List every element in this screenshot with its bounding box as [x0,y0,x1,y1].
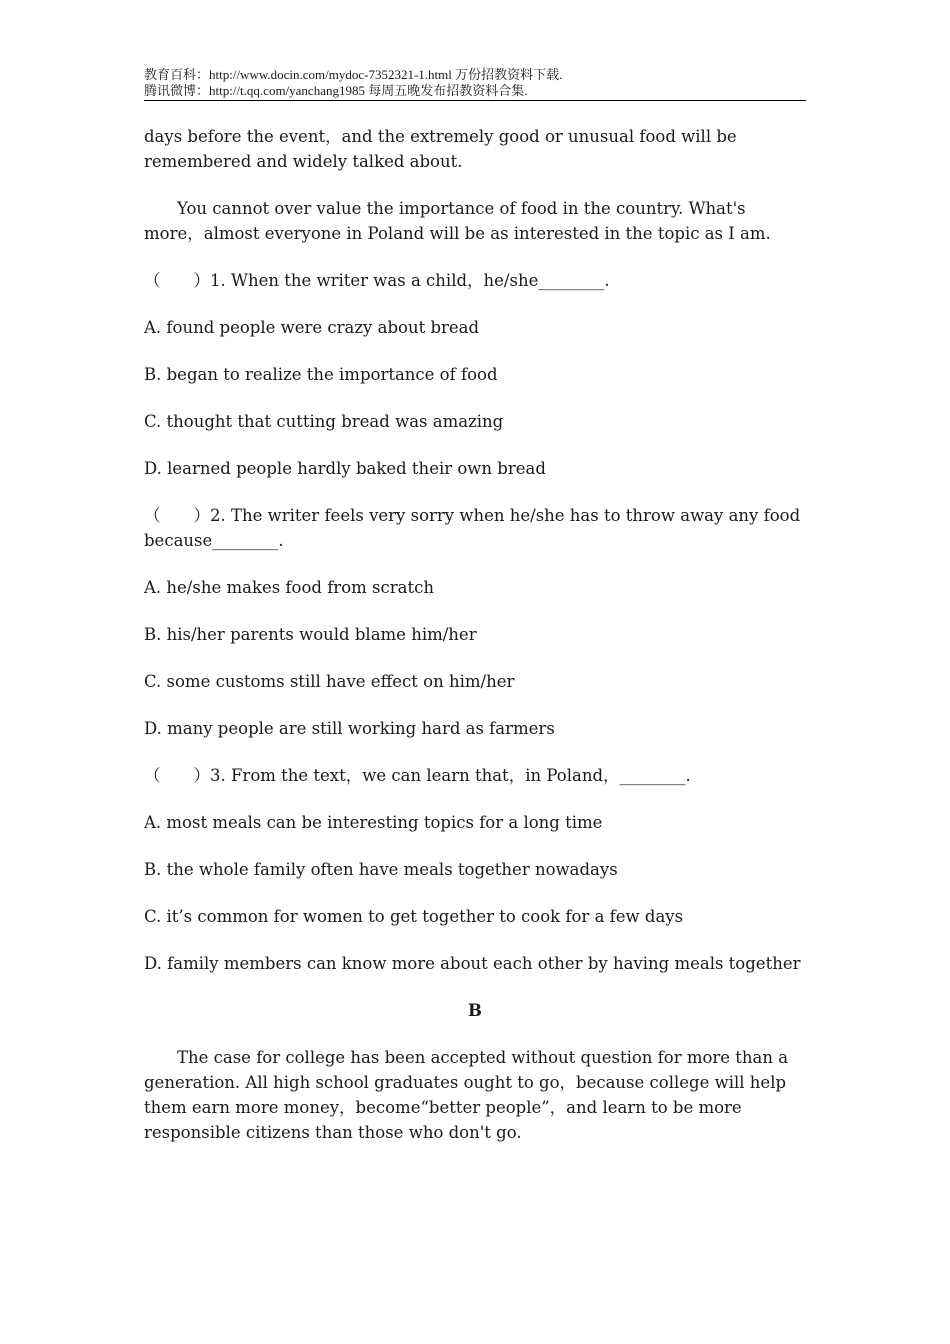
passage-paragraph: days before the event，and the extremely good or unusual food will be remembered and widely talked about. [144,127,737,171]
question-3-option-a: A. most meals can be interesting topics for a long time [144,813,603,832]
question-1-option-b: B. began to realize the importance of food [144,365,498,384]
question-2-option-a: A. he/she makes food from scratch [144,578,434,597]
document-body [144,124,806,1167]
header-line-1: 教育百科：http://www.docin.com/mydoc-7352321-1.html 万份招教资料下载. [144,67,563,82]
question-1-option-c: C. thought that cutting bread was amazing [144,412,504,431]
question-3-option-c: C. it’s common for women to get together to cook for a few days [144,907,684,926]
question-2-option-c: C. some customs still have effect on him/her [144,672,515,691]
question-2-stem: （ ）2. The writer feels very sorry when he/she has to throw away any food because________. [144,506,801,550]
header-line-2: 腾讯微博：http://t.qq.com/yanchang1985 每周五晚发布招教资料合集. [144,83,528,98]
question-3-stem: （ ）3. From the text，we can learn that，in Poland，________. [144,766,691,785]
question-3-option-d: D. family members can know more about each other by having meals together [144,954,801,973]
question-2-option-d: D. many people are still working hard as farmers [144,719,555,738]
question-2-option-b: B. his/her parents would blame him/her [144,625,477,644]
page-header [144,67,806,101]
question-1-stem: （ ）1. When the writer was a child，he/she________. [144,271,610,290]
question-1-option-d: D. learned people hardly baked their own bread [144,459,546,478]
question-1-option-a: A. found people were crazy about bread [144,318,480,337]
section-b-title: B [468,1001,482,1020]
passage-paragraph: You cannot over value the importance of food in the country. What's more，almost everyone in Poland will be as interested in the topic as I am. [144,199,771,243]
question-3-option-b: B. the whole family often have meals together nowadays [144,860,618,879]
section-b-paragraph: The case for college has been accepted without question for more than a generation. All high school graduates ought to go，because college will help them earn more money，become“better people”，and learn to be more responsible citizens than those who don't go. [144,1048,789,1142]
